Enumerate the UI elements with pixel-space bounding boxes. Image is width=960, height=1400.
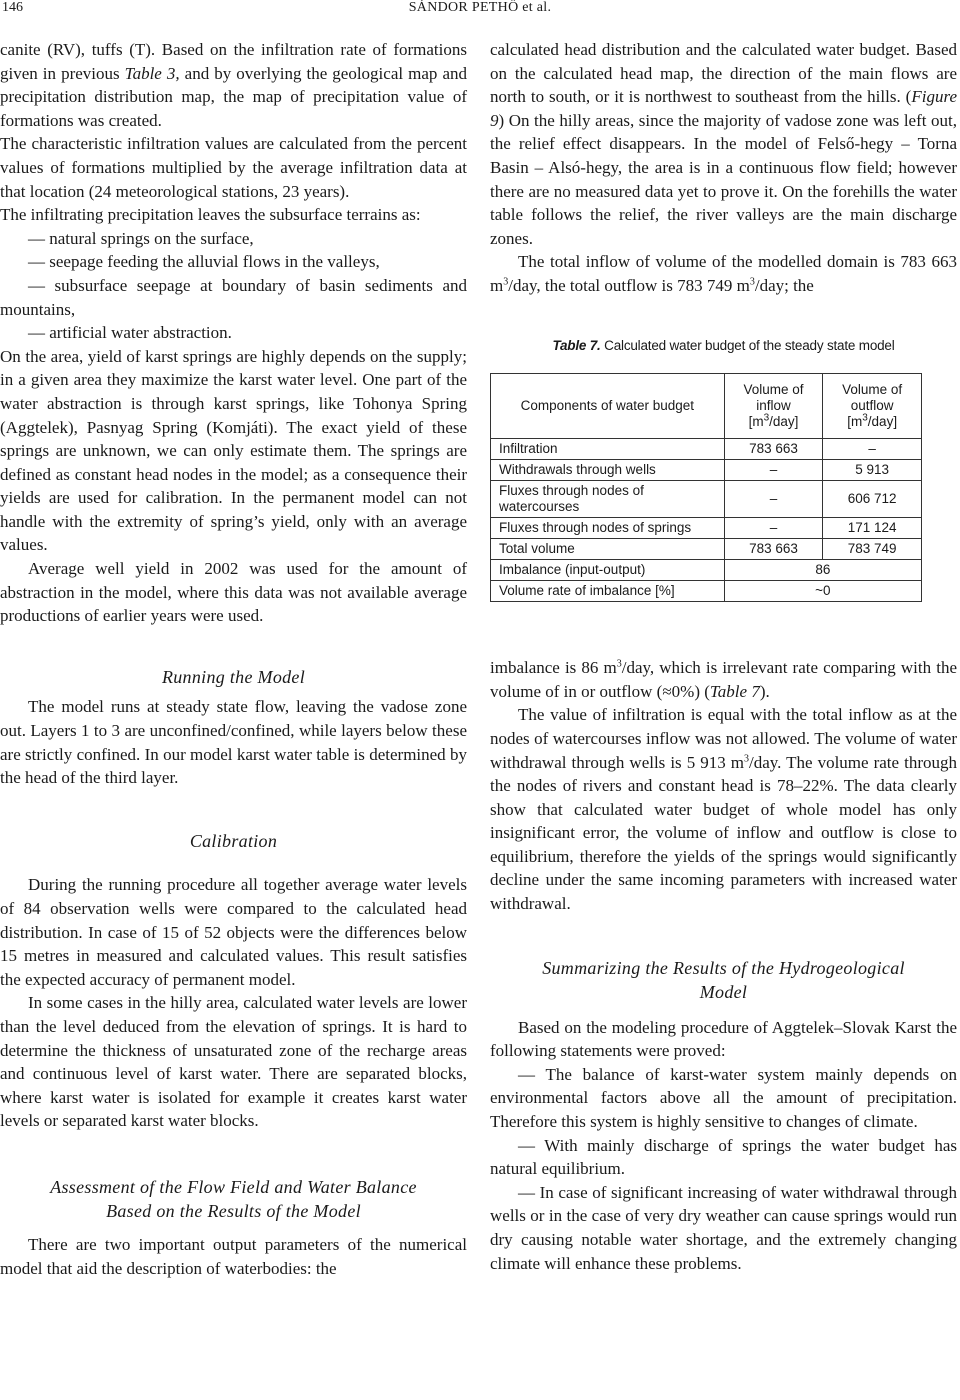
paragraph: The total inflow of volume of the modelled domain is 783 663 $m^3$/day, the total outflow is 783 749 $m^3$/day; the: [490, 252, 957, 295]
table-row: Withdrawals through wells – 5 913: [491, 460, 922, 481]
paragraph: — With mainly discharge of springs the water budget has natural equilibrium.: [490, 1135, 957, 1179]
paragraph: The value of infiltration is equal with the total inflow as at the nodes of watercourses inflow was not allowed. The volume of water withdrawal through wells is 5 913 $m^3$/day. The volume rate through the nodes of rivers and constant head is 78–22%. The data clearly show that calculated water budget of whole model has only insignificant error, the volume of inflow and outflow is close to equilibrium, therefore the yields of the springs would significantly decline under the same incoming parameters with increased water withdrawal.: [490, 705, 957, 914]
paragraph: — The balance of karst-water system mainly depends on environmental factors above all the amount of precipitation. Therefore this system is highly sensitive to changes of climate.: [490, 1064, 957, 1132]
paragraph: The infiltrating precipitation leaves the subsurface terrains as:: [0, 205, 421, 225]
table-row: Fluxes through nodes of watercourses – 606 712: [491, 481, 922, 518]
page-number: 146: [2, 0, 23, 15]
section-heading-assessment: Assessment of the Flow Field and Water Balance Based on the Results of the Model: [50, 1176, 417, 1221]
section-heading-summary: Summarizing the Results of the Hydrogeological Model: [542, 957, 905, 1002]
paragraph: In some cases in the hilly area, calculated water levels are lower than the level deduced from the elevation of springs. It is hard to determine the thickness of unsaturated zone of the recharge areas and continuous level of karst water. There are separated blocks, where karst water is isolated for example it creates karst water levels or separated karst water blocks.: [0, 993, 467, 1131]
figure-reference-link[interactable]: Figure 9: [490, 87, 957, 130]
paragraph: — In case of significant increasing of water withdrawal through wells or in the case of very dry weather can cause springs would run dry causing notable water shortage, and the extremely changing climate will enhance these problems.: [490, 1182, 957, 1273]
table-row: Volume rate of imbalance [%] ~0: [491, 581, 922, 602]
table-reference-link[interactable]: Table 7: [709, 681, 760, 701]
water-budget-table: [490, 373, 922, 602]
paragraph: imbalance is 86 $m^3$/day, which is irrelevant rate comparing with the volume of in or outflow (≈0%) (Table 7).: [490, 658, 957, 701]
paragraph: During the running procedure all together average water levels of 84 observation wells were compared to the calculated head distribution. In case of 15 of 52 objects were the differences below 15 metres in measured and calculated values. This result satisfies the expected accuracy of permanent model.: [0, 875, 467, 989]
column-header-components: Components of water budget: [491, 374, 725, 439]
table-reference-link[interactable]: Table 3,: [124, 63, 180, 83]
list-item: — subsurface seepage at boundary of basin sediments and mountains,: [0, 275, 467, 319]
section-heading-running: Running the Model: [161, 666, 306, 687]
right-column: [490, 38, 957, 1275]
paragraph: calculated head distribution and the calculated water budget. Based on the calculated head map, the direction of the main flows are north to south, or it is northwest to southeast from the hills. (Figure 9) On the hilly areas, since the majority of vadose zone was left out, the relief effect disappears. In the model of Felső-hegy – Torna Basin – Alsó-hegy, the area is in a continuous flow field; however there are no measured data yet to prove it. On the forehills the water table follows the relief, the river valleys are the main discharge zones.: [490, 40, 957, 248]
paragraph: canite (RV), tuffs (T). Based on the infiltration rate of formations given in previous Table 3, and by overlying the geological map and precipitation distribution map, the map of precipitation value of formations was created.: [0, 40, 467, 130]
table-row: Imbalance (input-output) 86: [491, 560, 922, 581]
table-row: Total volume 783 663 783 749: [491, 539, 922, 560]
paragraph: On the area, yield of karst springs are highly depends on the supply; in a given area they maximize the karst water level. One part of the water abstraction is through karst springs, like Tohonya Spring (Aggtelek), Pasnyag Spring (Komjáti). The exact yield of these springs are unknown, we can only estimate them. The springs are defined as constant head nodes in the model; as a consequence their yields are used for calibration. In the permanent model can not handle with the extremity of spring’s yield, only with an average values.: [0, 346, 467, 555]
column-header-inflow: Volume of inflow $[m^3/day]$: [724, 374, 823, 439]
list-item: — seepage feeding the alluvial flows in the valleys,: [28, 252, 380, 272]
table-caption: Table 7. Calculated water budget of the steady state model: [552, 337, 895, 353]
paragraph: Based on the modeling procedure of Aggtelek–Slovak Karst the following statements were proved:: [490, 1017, 957, 1061]
section-heading-calibration: Calibration: [189, 830, 278, 851]
table-header-row: [491, 374, 922, 439]
left-column: [0, 38, 467, 1280]
column-header-outflow: Volume of outflow $[m^3/day]$: [823, 374, 922, 439]
table-row: Fluxes through nodes of springs – 171 124: [491, 518, 922, 539]
list-item: — artificial water abstraction.: [28, 323, 232, 343]
running-author: SÁNDOR PETHŐ et al.: [408, 0, 552, 15]
list-item: — natural springs on the surface,: [28, 228, 254, 248]
page-header: [0, 0, 960, 20]
paragraph: Average well yield in 2002 was used for the amount of abstraction in the model, where this data was not available average productions of earlier years were used.: [0, 559, 467, 626]
paragraph: The model runs at steady state flow, leaving the vadose zone out. Layers 1 to 3 are unconfined/confined, while layers below these are strictly confined. In our model karst water table is determined by the head of the third layer.: [0, 697, 467, 788]
table-row: Infiltration 783 663 –: [491, 439, 922, 460]
paragraph: There are two important output parameters of the numerical model that aid the description of waterbodies: the: [0, 1234, 467, 1278]
paragraph: The characteristic infiltration values are calculated from the percent values of formations multiplied by the average infiltration data at that location (24 meteorological stations, 23 years).: [0, 134, 467, 201]
